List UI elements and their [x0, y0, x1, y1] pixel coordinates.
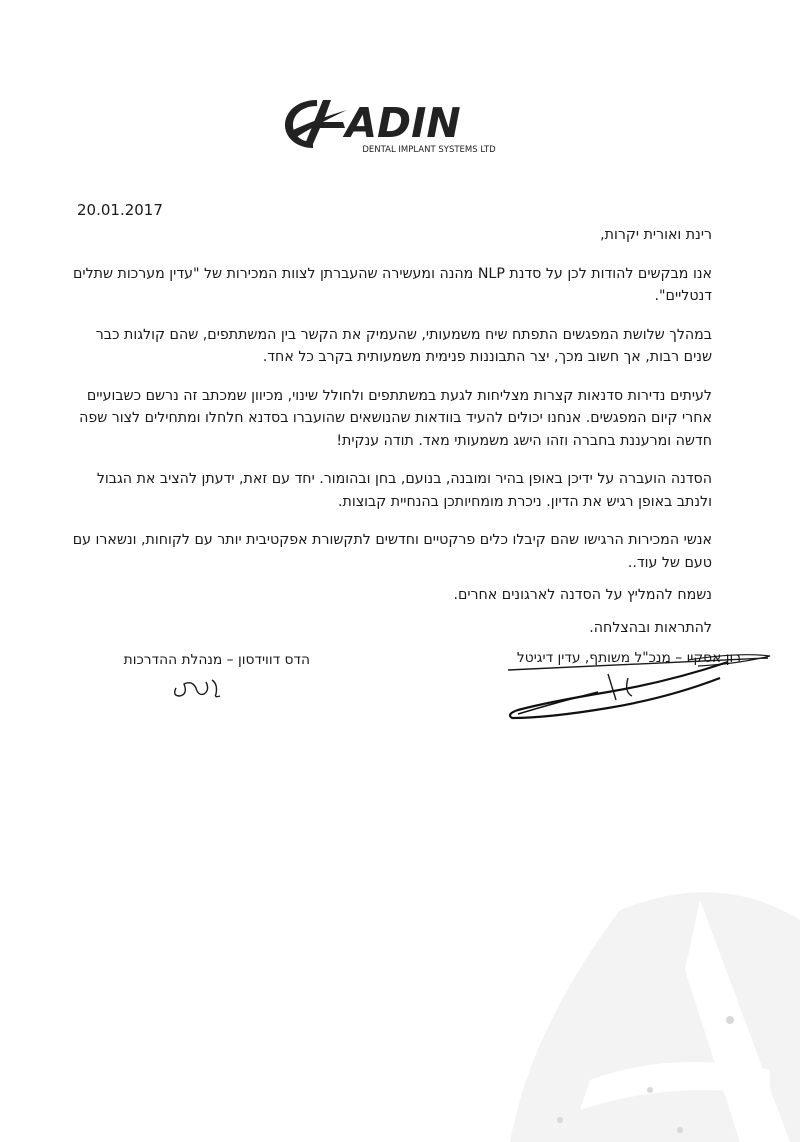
handwritten-signature-left: [168, 674, 228, 700]
paragraph-delivery: הסדנה הועברה על ידיכן באופן בהיר ומובנה, בנועם, בחן ובהומור. יחד עם זאת, ידעתן להציב את הגבול ולנתב באופן רגיש את הדיון. ניכרת מומחיותכן בהנחיית קבוצות.: [96, 471, 712, 510]
signature-left-name: הדס דווידסון – מנהלת ההדרכות: [123, 652, 310, 668]
letter-closing: להתראות ובהצלחה.: [589, 619, 712, 636]
logo-brand: ADIN: [345, 99, 461, 147]
paragraph-sales-team: אנשי המכירות הרגישו שהם קיבלו כלים פרקטיים וחדשים לתקשורת אפקטיבית יותר עם לקוחות, ונשארו עם טעם של עוד..: [72, 532, 712, 571]
letter-body: [72, 224, 712, 655]
letter-date: 20.01.2017: [77, 201, 163, 219]
paragraph-impact: לעיתים נדירות סדנאות קצרות מצליחות לגעת במשתתפים ולחולל שינוי, מכיוון שמכתב זה נרשם כשבועיים אחרי קיום המפגשים. אנחנו יכולים להעיד בוודאות שהנושאים שהועברו בסדנא חלחלו ומתחילים לצור שפה חדשה ומרעננת בחברה וזהו הישג משמעותי מאד. תודה ענקית!: [79, 387, 712, 449]
signature-right-name: רון אסקיו – מנכ"ל משותף, עדין דיגיטל: [516, 650, 741, 666]
paragraph-recommend: נשמח להמליץ על הסדנה לארגונים אחרים.: [453, 587, 712, 603]
handwritten-signature-right: [488, 652, 778, 724]
company-logo: [283, 92, 505, 156]
paragraph-meetings: במהלך שלושת המפגשים התפתח שיח משמעותי, שהעמיק את הקשר בין המשתתפים, שהם קולגות כבר שנים רבות, אך חשוב מכך, יצר התבוננות פנימית משמעותית בקרב כל אחד.: [95, 326, 712, 365]
letter-greeting: רינת ואורית יקרות,: [600, 227, 712, 243]
paragraph-thanks: אנו מבקשים להודות לכן על סדנת NLP מהנה ומעשירה שהעברתן לצוות המכירות של "עדין מערכות שתלים דנטליים".: [73, 265, 712, 304]
logo-tagline: DENTAL IMPLANT SYSTEMS LTD: [362, 145, 496, 155]
logo-watermark: [470, 880, 800, 1142]
